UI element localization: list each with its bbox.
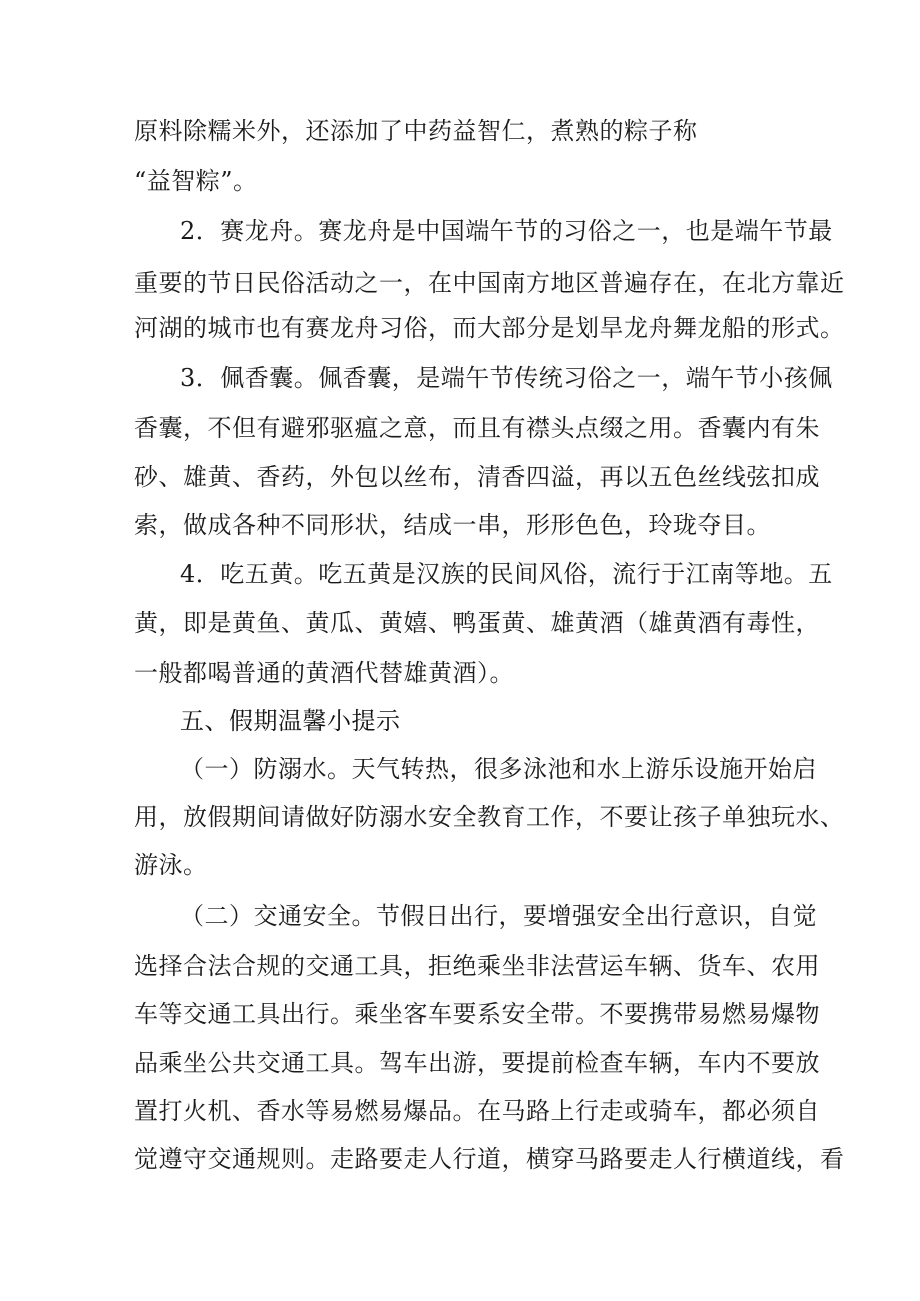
text-line-20: 品乘坐公共交通工具。驾车出游，要提前检查车辆，车内不要放 <box>134 1049 820 1077</box>
text-line-18: 选择合法合规的交通工具，拒绝乘坐非法营运车辆、货车、农用 <box>134 952 820 980</box>
text-line-7: 香囊，不但有避邪驱瘟之意，而且有襟头点缀之用。香囊内有朱 <box>134 414 820 442</box>
text-line-8: 砂、雄黄、香药，外包以丝布，清香四溢，再以五色丝线弦扣成 <box>134 463 820 491</box>
text-line-12: 一般都喝普通的黄酒代替雄黄酒）。 <box>134 659 514 687</box>
text-line-4: 重要的节日民俗活动之一，在中国南方地区普遍存在，在北方靠近 <box>134 269 845 297</box>
text-line-21: 置打火机、香水等易燃易爆品。在马路上行走或骑车，都必须自 <box>134 1097 820 1125</box>
text-line-5: 河湖的城市也有赛龙舟习俗，而大部分是划旱龙舟舞龙船的形式。 <box>134 314 845 342</box>
item-4-five-yellows: 4．吃五黄。吃五黄是汉族的民间风俗，流行于江南等地。五 <box>180 560 833 588</box>
text-line-2: “益智粽”。 <box>134 167 258 195</box>
text-line-15: 用，放假期间请做好防溺水安全教育工作，不要让孩子单独玩水、 <box>134 803 845 831</box>
section-heading-holiday-tips: 五、假期温馨小提示 <box>180 707 401 735</box>
text-line-22: 觉遵守交通规则。走路要走人行道，横穿马路要走人行横道线，看 <box>134 1145 845 1173</box>
item-3-sachet: 3．佩香囊。佩香囊，是端午节传统习俗之一，端午节小孩佩 <box>180 364 833 392</box>
tip-2-traffic-safety: （二）交通安全。节假日出行，要增强安全出行意识，自觉 <box>180 902 817 930</box>
item-2-dragon-boat: 2．赛龙舟。赛龙舟是中国端午节的习俗之一，也是端午节最 <box>180 217 833 245</box>
text-line-11: 黄，即是黄鱼、黄瓜、黄嬉、鸭蛋黄、雄黄酒（雄黄酒有毒性， <box>134 609 820 637</box>
tip-1-drowning: （一）防溺水。天气转热，很多泳池和水上游乐设施开始启 <box>180 755 817 783</box>
text-line-9: 索，做成各种不同形状，结成一串，形形色色，玲珑夺目。 <box>134 511 771 539</box>
text-line-16: 游泳。 <box>134 851 208 879</box>
text-line-19: 车等交通工具出行。乘坐客车要系安全带。不要携带易燃易爆物 <box>134 1000 820 1028</box>
text-line-1: 原料除糯米外，还添加了中药益智仁，煮熟的粽子称 <box>134 117 698 145</box>
